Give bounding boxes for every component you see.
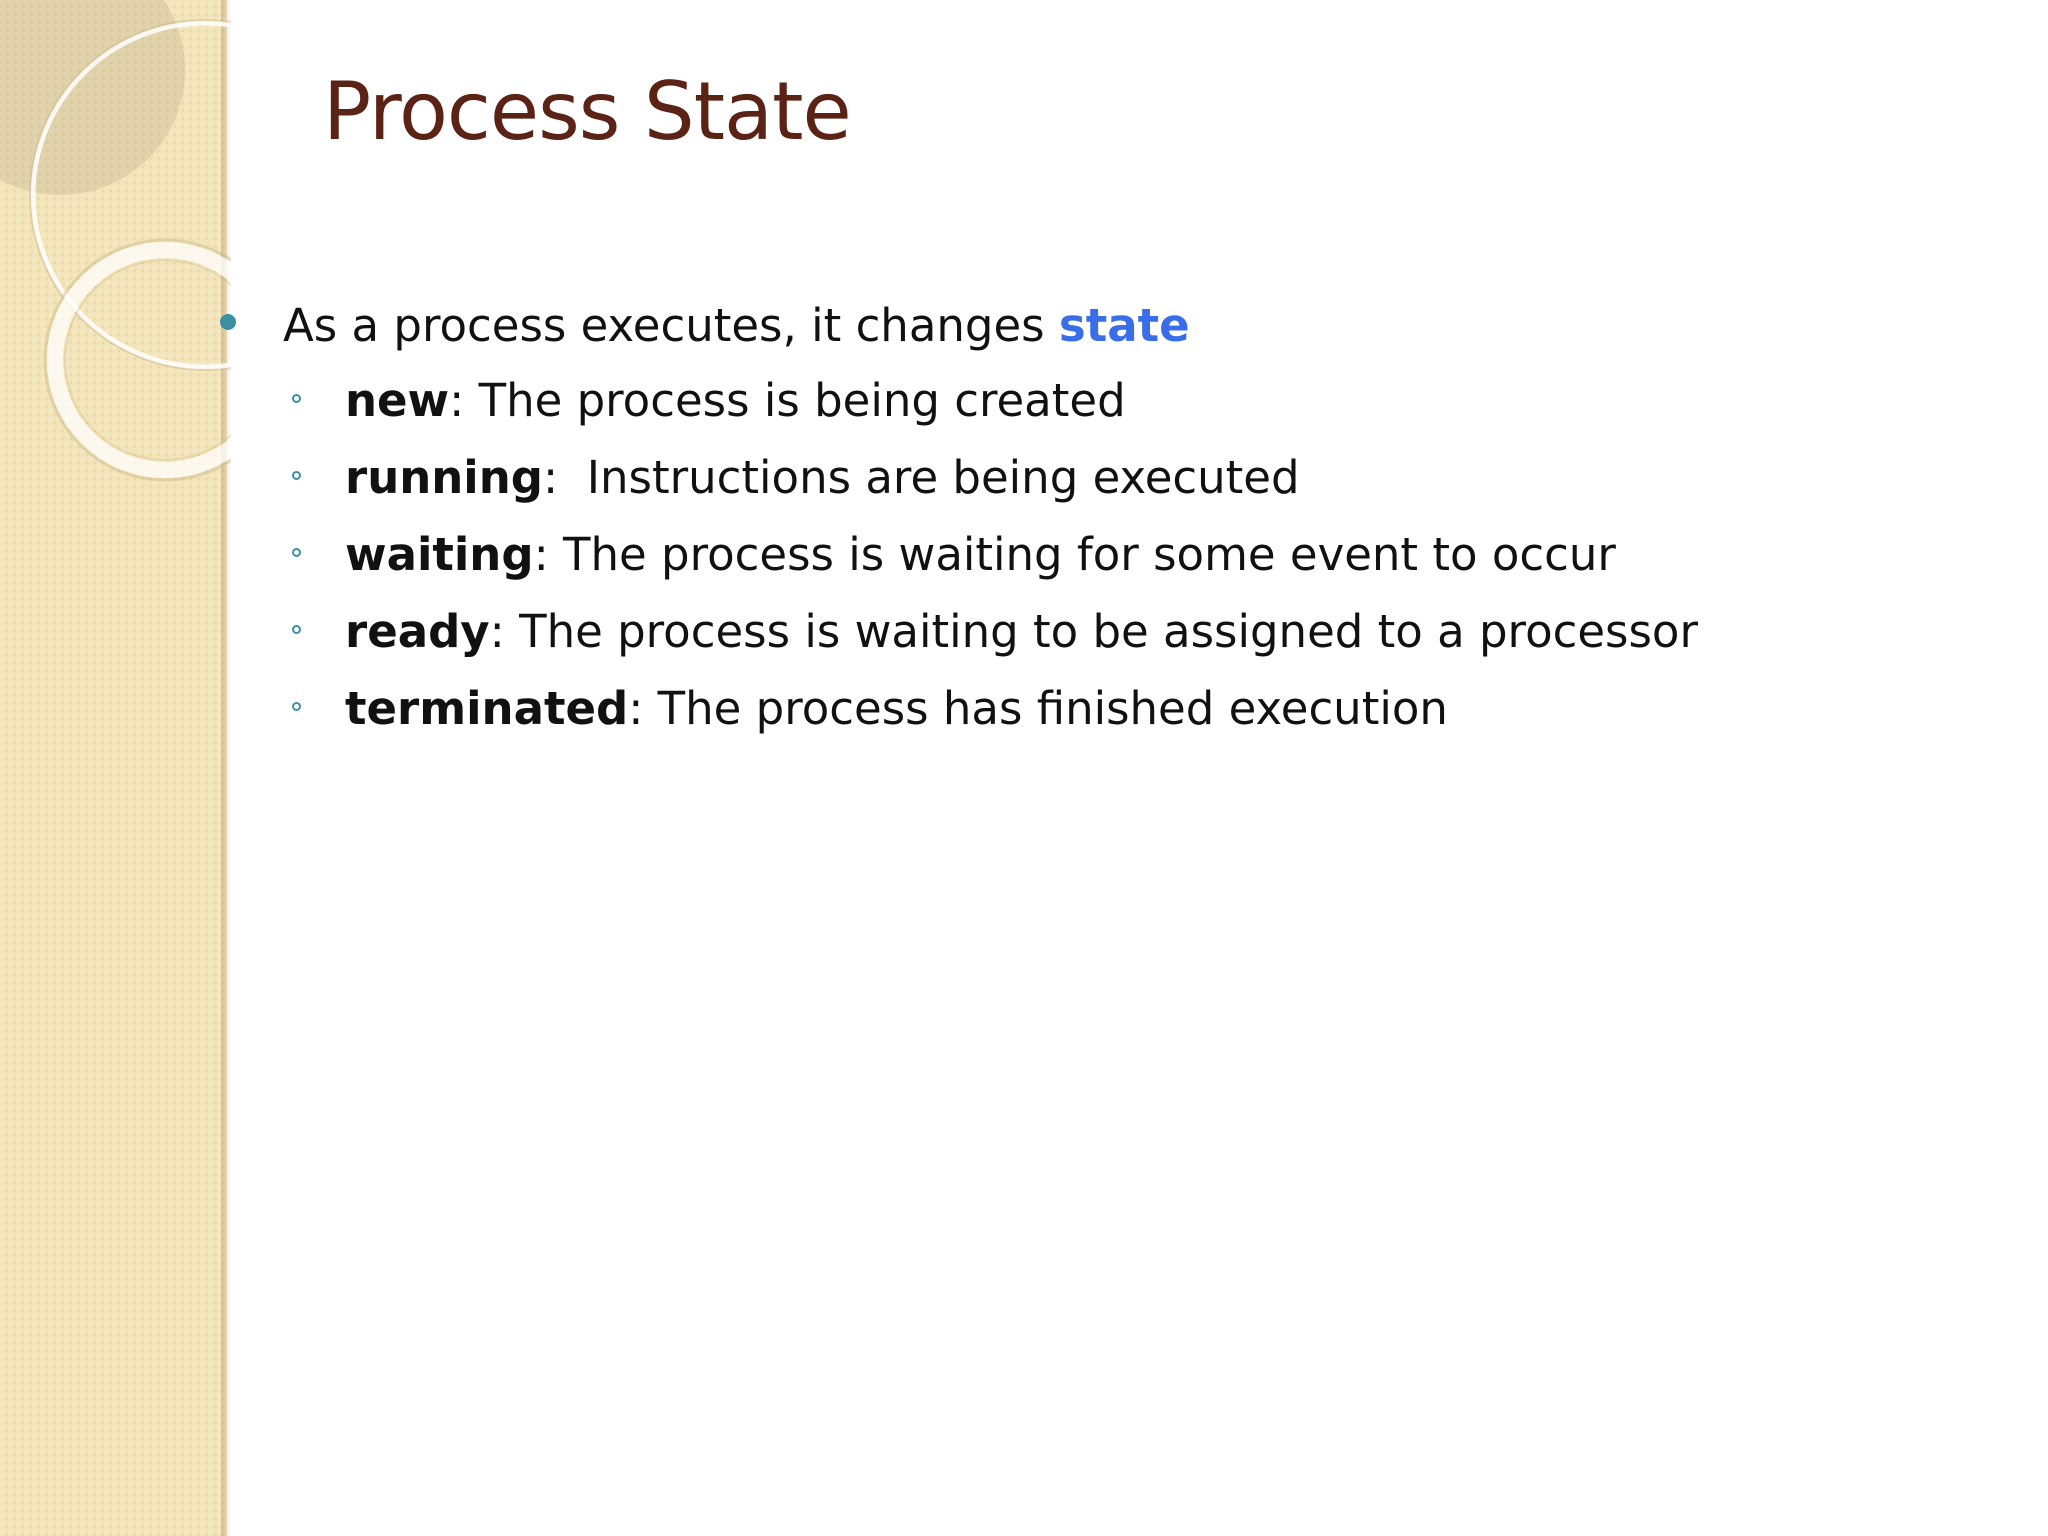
intro-text: As a process executes, it changes [283,299,1059,352]
state-description: The process is being created [478,374,1126,427]
state-separator: : [628,682,658,735]
state-separator: : [542,451,587,504]
state-item-new [220,362,2000,439]
slide-title: Process State [323,65,851,158]
state-item-waiting [220,516,2000,593]
state-description: Instructions are being executed [586,451,1300,504]
side-band-shadow [221,0,231,1536]
state-item-terminated [220,670,2000,747]
intro-bullet [220,290,2000,362]
state-separator: : [533,528,564,581]
sub-bullet-circle-icon [292,702,301,711]
state-separator: : [449,374,479,427]
state-keyword: state [1058,299,1190,352]
state-term: running [345,451,543,504]
state-item-ready [220,593,2000,670]
state-term: ready [345,605,490,658]
sub-bullet-circle-icon [292,471,301,480]
state-description: The process has finished execution [657,682,1448,735]
bullet-dot-icon [220,314,236,330]
state-item-running [220,439,2000,516]
sub-bullet-circle-icon [292,625,301,634]
state-term: terminated [345,682,629,735]
sub-bullet-circle-icon [292,394,301,403]
decorative-side-band [0,0,227,1536]
state-term: new [345,374,450,427]
state-term: waiting [345,528,534,581]
sub-bullet-circle-icon [292,548,301,557]
state-description: The process is waiting for some event to occur [563,528,1616,581]
state-separator: : [489,605,520,658]
bullet-list [220,290,2000,747]
state-description: The process is waiting to be assigned to a processor [519,605,1698,658]
